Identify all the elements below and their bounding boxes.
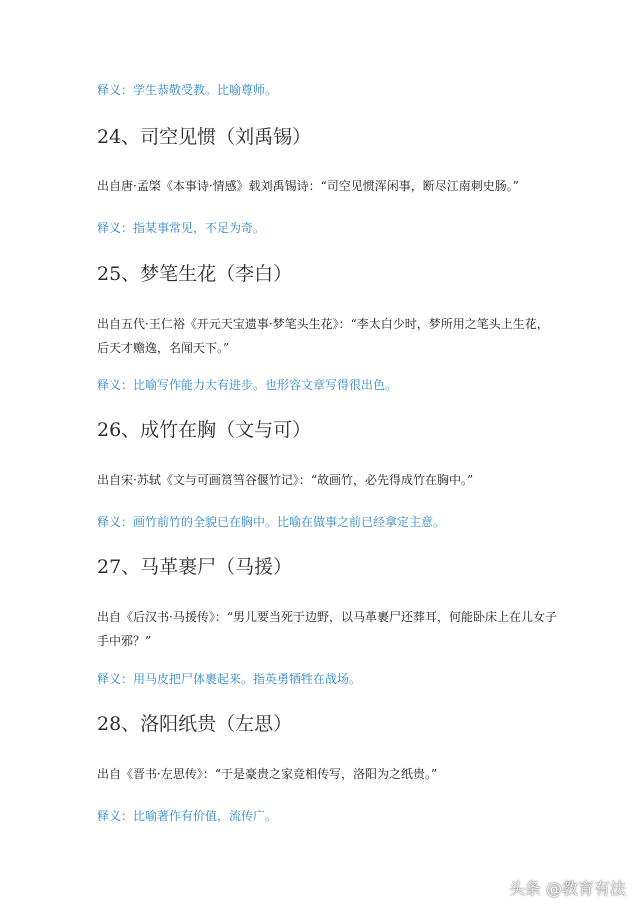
meaning-line-28: 释义：比喻著作有价值，流传广。 — [97, 809, 278, 823]
idiom-heading-24: 24、司空见惯（刘禹锡） — [97, 126, 312, 148]
source-text-28: 出自《晋书·左思传》：“于是豪贵之家竞相传写，洛阳为之纸贵。” — [97, 767, 438, 781]
meaning-line-27: 释义：用马皮把尸体裹起来。指英勇牺牲在战场。 — [97, 672, 362, 686]
watermark-text: 头条 @教育有法 — [508, 879, 626, 898]
meaning-line-26: 释义：画竹前竹的全貌已在胸中。比喻在做事之前已经拿定主意。 — [97, 515, 446, 529]
source-text-25: 出自五代·王仁裕《开元天宝遗事·梦笔头生花》：“李太白少时，梦所用之笔头上生花，后天才赡逸，名闻天下。” — [97, 317, 549, 355]
idiom-heading-25: 25、梦笔生花（李白） — [97, 263, 293, 285]
meaning-line-25: 释义：比喻写作能力大有进步。也形容文章写得很出色。 — [97, 378, 398, 392]
source-text-26: 出自宋·苏轼《文与可画筼筜谷偃竹记》：“故画竹，必先得成竹在胸中。” — [97, 473, 474, 487]
idiom-heading-27: 27、马革裹尸（马援） — [97, 556, 293, 578]
meaning-line-23: 释义：学生恭敬受教。比喻尊师。 — [97, 83, 278, 97]
idiom-heading-28: 28、洛阳纸贵（左思） — [97, 713, 293, 735]
idiom-heading-26: 26、成竹在胸（文与可） — [97, 419, 312, 441]
source-text-27: 出自《后汉书·马援传》：“男儿要当死于边野，以马革裹尸还葬耳，何能卧床上在儿女子手中邪？” — [97, 610, 557, 648]
source-text-24: 出自唐·孟棨《本事诗·情感》载刘禹锡诗：“司空见惯浑闲事，断尽江南刺史肠。” — [97, 179, 519, 193]
meaning-line-24: 释义：指某事常见，不足为奇。 — [97, 221, 266, 235]
